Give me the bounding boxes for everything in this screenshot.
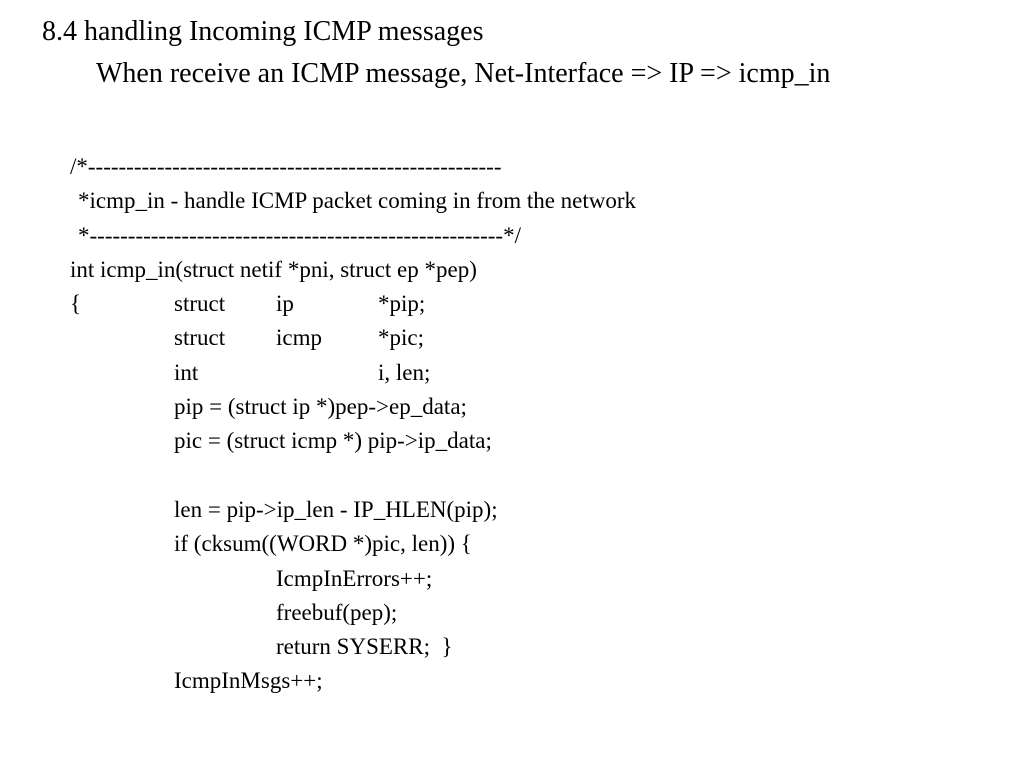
msg-count: IcmpInMsgs++; — [174, 668, 323, 694]
code-line-assign-len — [70, 493, 498, 527]
err-count: IcmpInErrors++; — [276, 565, 433, 591]
code-line-decl-int — [70, 356, 431, 390]
slide-title: 8.4 handling Incoming ICMP messages — [42, 16, 484, 47]
code-line-assign-pic — [70, 424, 492, 458]
decl-pic-type: icmp — [276, 325, 322, 351]
code-line-if-cksum — [70, 527, 472, 561]
if-cksum: if (cksum((WORD *)pic, len)) { — [174, 531, 472, 557]
code-line-blank — [70, 459, 93, 493]
code-line-comment-desc — [70, 184, 637, 218]
decl-pip-keyword: struct — [174, 291, 226, 317]
freebuf-call: freebuf(pep); — [276, 599, 398, 625]
decl-pip-type: ip — [276, 291, 294, 317]
comment-description: *icmp_in - handle ICMP packet coming in from the network — [78, 188, 637, 214]
code-line-decl-pip — [70, 287, 426, 321]
code-line-comment-open — [70, 150, 502, 184]
assign-pip: pip = (struct ip *)pep->ep_data; — [174, 394, 467, 420]
decl-int-names: i, len; — [378, 359, 431, 385]
code-line-return-err — [70, 630, 453, 664]
code-line-err-count — [70, 562, 433, 596]
decl-int-keyword: int — [174, 359, 199, 385]
decl-pic-keyword: struct — [174, 325, 226, 351]
comment-open: /*------------------------------------------------------ — [70, 154, 502, 179]
function-signature: int icmp_in(struct netif *pni, struct ep *pep) — [70, 256, 477, 282]
comment-close: *------------------------------------------------------*/ — [78, 222, 521, 248]
decl-pic-name: *pic; — [378, 325, 424, 351]
assign-len: len = pip->ip_len - IP_HLEN(pip); — [174, 496, 498, 522]
assign-pic: pic = (struct icmp *) pip->ip_data; — [174, 428, 492, 454]
code-line-decl-pic — [70, 321, 424, 355]
decl-pip-name: *pip; — [378, 291, 426, 317]
code-line-assign-pip — [70, 390, 467, 424]
slide-subtitle: When receive an ICMP message, Net-Interface => IP => icmp_in — [96, 58, 831, 89]
code-block — [70, 150, 637, 699]
code-line-signature — [70, 253, 477, 287]
code-line-msg-count — [70, 664, 323, 698]
open-brace: { — [70, 291, 82, 317]
code-line-comment-close — [70, 219, 521, 253]
code-line-freebuf — [70, 596, 398, 630]
return-syserr: return SYSERR; } — [276, 634, 453, 660]
